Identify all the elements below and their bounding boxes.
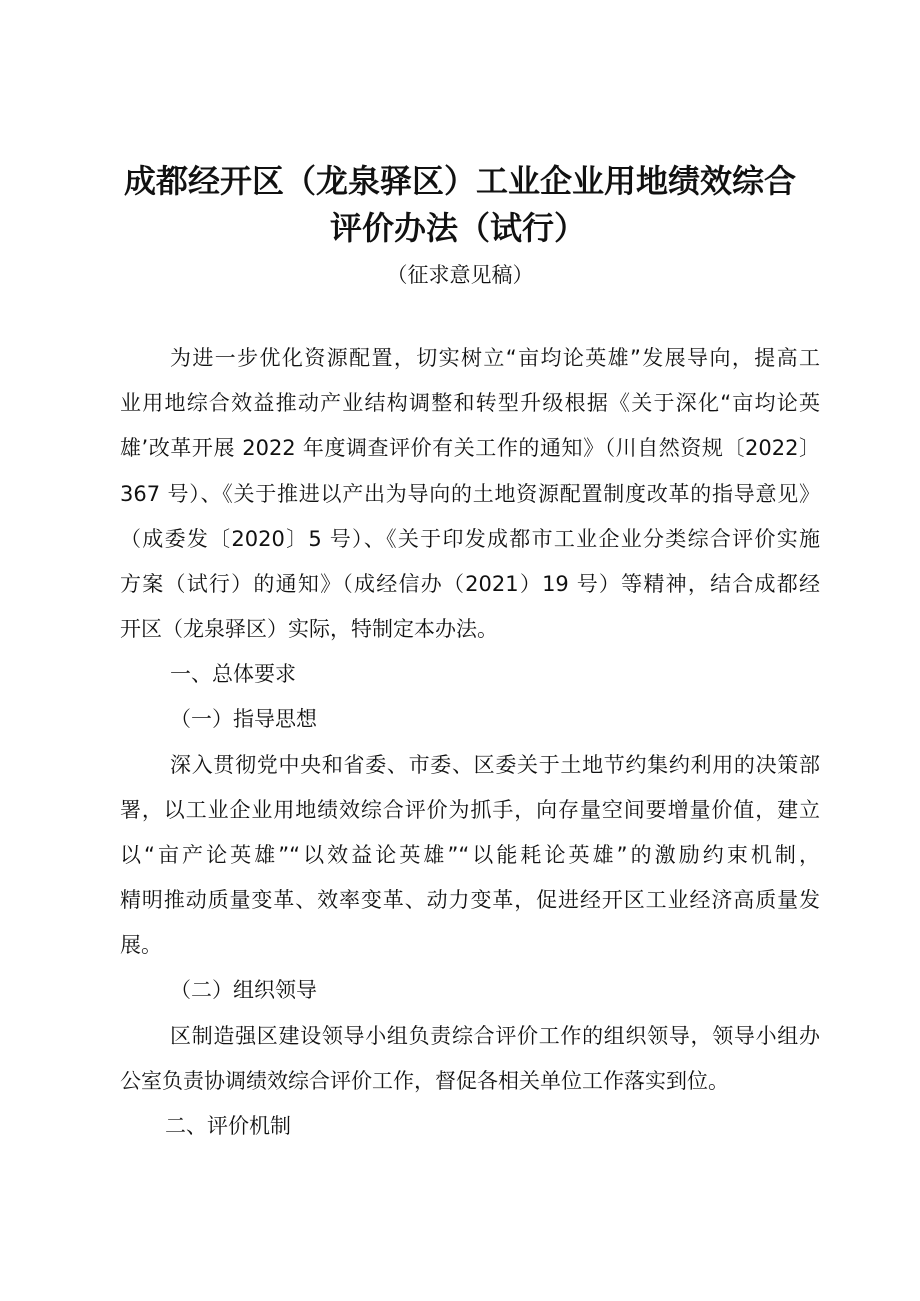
subsection-heading: （一）指导思想	[170, 707, 317, 731]
guideline-line: 深入贯彻党中央和省委、市委、区委关于土地节约集约利用的决策部	[170, 753, 820, 777]
document-title-line-2: 评价办法（试行）	[329, 209, 586, 247]
intro-line: 开区（龙泉驿区）实际，特制定本办法。	[120, 617, 498, 641]
intro-line: 367 号）、《关于推进以产出为导向的土地资源配置制度改革的指导意见》	[120, 482, 820, 506]
document-subtitle: （征求意见稿）	[386, 263, 534, 287]
intro-line: 业用地综合效益推动产业结构调整和转型升级根据《关于深化“亩均论英	[120, 391, 820, 415]
intro-line: 方案（试行）的通知》（成经信办（2021）19 号）等精神，结合成都经	[120, 572, 820, 596]
section-heading: 一、总体要求	[170, 662, 296, 686]
guideline-line: 署，以工业企业用地绩效综合评价为抓手，向存量空间要增量价值，建立	[120, 798, 820, 822]
guideline-line: 展。	[120, 933, 162, 957]
intro-line: （成委发〔2020〕5 号）、《关于印发成都市工业企业分类综合评价实施	[120, 527, 820, 551]
subsection-heading: （二）组织领导	[170, 978, 317, 1002]
intro-line: 为进一步优化资源配置，切实树立“亩均论英雄”发展导向，提高工	[170, 346, 820, 370]
organization-line: 区制造强区建设领导小组负责综合评价工作的组织领导，领导小组办	[170, 1024, 820, 1048]
document-title-line-1: 成都经开区（龙泉驿区）工业企业用地绩效综合	[123, 162, 796, 200]
intro-line: 雄’改革开展 2022 年度调查评价有关工作的通知》（川自然资规〔2022〕	[120, 436, 820, 460]
organization-line: 公室负责协调绩效综合评价工作，督促各相关单位工作落实到位。	[120, 1069, 729, 1093]
guideline-line: 精明推动质量变革、效率变革、动力变革，促进经开区工业经济高质量发	[120, 888, 820, 912]
guideline-line: 以“亩产论英雄”“以效益论英雄”“以能耗论英雄”的激励约束机制，	[120, 843, 820, 867]
section-heading: 二、评价机制	[165, 1114, 291, 1138]
